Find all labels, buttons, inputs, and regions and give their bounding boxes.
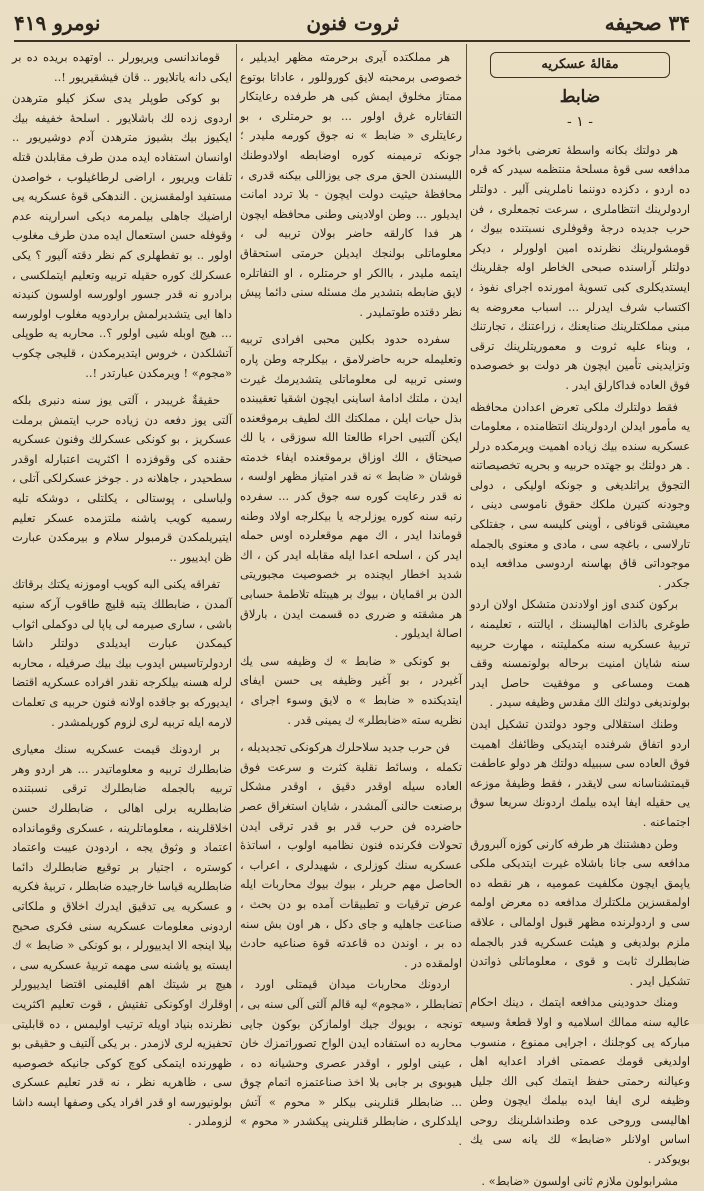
column-divider bbox=[236, 44, 237, 1012]
paragraph: مشرابولون ملازم ثانى اولسون «ضابط» . bbox=[481, 1173, 678, 1188]
paragraph: بو كوكى طوپلر يدى سكز كيلو مترهدن اردوى زده لك باشلايور . اسلحهٔ خفيفه بيك ايكيوز بيك بشيوز مترهدن آدم دوشيريور .. اوانسان استفاده ايده مدن طرف مقابلدن قتله تلفات ويريور ، اراضى لرطاغيلوب ، خواصدن مستفيد اولمقسزين . الندهكى قوهٔ عسكريه يى اراضيك جاهلى بيلمرمه ديكى اسرارينه عدم وقوفله حسن استعمال ايده مدن طرف مغلوب اولور .. بو تفطهلرى كم نظر دقته آليور ؟ يكى عسكرلك كوره حقيله تربيه وتعليم ايتملكسى ، برادرو نه قدر جسور اولورسه اولسون كنيدنه داها ايى يتشديرلمش براردويه مغلوب اولورسه ... هيج اوبله شيى اولور ؟.. محاربه يه طوپلى آتشلكدن ، خروس ايتديرمكدن ، قليجى چكوب «مجوم» ! ويرمكدن عبارتدر !.. bbox=[12, 91, 232, 380]
paragraph: سفرده حدود بكلين محبى افرادى تربيه وتعليمله حربه حاضرلامق ، بيكلرجه وطن پاره وسنى تربيه لى معلوماتلى يتشديرمك غيرت ايدن ، ملتك ادامهٔ اساينى ايچون اشقيا تعقيبنده بذل حيات ايلن ، مملكتك الك لطيف برموقعنده ايكن آلتبيى احراء طالعتا الله سوزقى ، يا لك صيحتاق ، الك اوزاق برموقعنده ايفاء خدمته قوشان « ضابط » نه قدر امتياز مظهر اولسه ، نه قدر رعايت كوره سه جوق كدر ... سفرده رتبه سنه كوره يوزلرجه يا بيكلرجه اولاد وطنه قوماندا ايدر ، اك مهم موقعلرده اوس حمله ايدر كن ، اسلحه اعدا ايله مقابله ايدر كن ، اك شديد اخطار ايچنده بر خصوصيت مجبوريتى الدن بر اقمايان ، بيوك بر هيبتله تلاطمهٔ حسابى هر مشقته و ضررى ده قسمت ايدن ، بارلاق اصالهٔ ايديلور . bbox=[240, 332, 462, 641]
paragraph: فن حرب جديد سلاحلرك هركونكى تجديديله ، تكمله ، وسائط نقلية كثرت و سرعت فوق العاده سيله اوقدر دقيق ، اوقدر مشكل برصنعت حالنى آلمشدر ، شايان استغراق عصر حاضرده فن حرب قدر بو قدر ترقى ايدن تحولات فكرنده فنون نظاميه اولوب ، اساتذهٔ عسكريه سنك كوزلرى ، شهيدلرى ، اعراب ، الحاصل مهم حربلر ، بيوك بيوك محاربات ايله عرض ترقيات و تطبيقات آمده بو دن بحث ، صناعت جاهليه و جاى دكل ، هر اون بش سنه ده بر ، اوندن ده قاعدته قوة صناعيه حادث اولمقده در . bbox=[240, 740, 462, 970]
column-divider bbox=[466, 44, 467, 1012]
paragraph: تفراقه يكنى البه كويب اوموزنه يكتك برقاتك آلمدن ، ضابطلك يتبه قليچ طاقوب آركه سنيه باشى ، سارى صيرمه لى ياپا لى دوكملى اثواب كيمكدن عبارت ايديلدى دولتلر داشا اردولرتاسيس ايدوب بيك بيك صرفيله ، محاربه لرله هسنه بيلكرجه نقدر افراده عسكريه اقتضا ايديوركه بو جاقده اولانه فنون حربيه ى تعلمات لارمه ايله تربيه لرى لزوم كوريلمشدر . bbox=[12, 577, 232, 729]
paragraph: ومنك حدودينى مدافعه ايتمك ، دينك احكام عاليه سنه ممالك اسلاميه و اولا قطعهٔ وسيعه مباركه يى كوجلنك ، اجرايى ممنوع ، منسوب اولديغى قومك عصمتى افراد اعدايه اهل وعيالنه رحمتى حفظ ايتمك كبى الك جليل وظيفه لرى ايفا ايده بيلمك ايچون وطن اهاليسى وروحى عده وطنداشلرينك روحى اساس اولانلر «ضابط» لك يانه سى يك بويوكدر . bbox=[470, 995, 690, 1167]
paragraph: وطنك استقلالى وجود دولتدن تشكيل ايدن اردو اتفاق شرفنده ايتديكى وظائفك اهميت فوق العاده سى سببيله دولتك هر دولو عاطفت قيمتشناسانه سى لايقدر ، فقط وظيفهٔ موزعه يى حقيله ايفا ايده بيلمك اردونك سريعا سوق اجتماعنه . bbox=[470, 717, 690, 829]
page-header bbox=[14, 6, 690, 42]
paragraph: بر اردونك قيمت عسكريه سنك معيارى ضابطلرك تربيه و معلوماتيدر ... هر اردو وهر تربيه بالجمله ضابطلرك ترقى نسبتنده ضابطلريه برلى اهالى ، ضابطلرك حسن اخلاقلرينه ، معلوماتلرينه ، عسكرى وقومانداده اعتماد و وثوق يجه ، اردودن عيبت واعتماد كوستره ، اجتيار بر توقيع ضابطلرك دائما ضابطلريه قياسا خارجيده ضابطلر ، تربيهٔ فكريه و عسكريه يى تدقيق ايدرك اخلاق و ملكاتى اردونى معلومات عسكريه سنى فكرى صحيح بيلا اينجه الا ايدييورلر ، بو كونكى « ضابط » ك ايسته يو ياشنه سى مهمه تربيهٔ عسكريه سى ، هيچ بر شيتك اهم اقليمنى اقتضا ايدييورلر اوقلرك اوكونكى تفتيش ، قوت تعليم اكثريت نظرنده بنياد اويله ترتيب اوليمس ، ده قابليتى تحفيزيه لرى لازمدر . بر يكى آلتيف و حقيقى بو ظهورنده ايتمكى كوچ كوكى جانيكه خصوصيه سى ، ظاهريه نظر ، نه قدر تعليم عسكرى بولونيورسه او قدر افراد يكى وصفها ايسه داشا لزوملدر . bbox=[12, 742, 232, 1129]
paragraph: بو كونكى « ضابط » ك وظيفه سى يك آغيردر ، بو آغير وظيفه يى حسن ايفاى ايتديكنده « ضابط » ه لايق وسوء اجراى ، نظريه سته «ضابطلر» ك يمينى قدر . bbox=[240, 653, 462, 727]
column-right bbox=[470, 48, 690, 1188]
column-middle bbox=[240, 48, 462, 1149]
paragraph: بركون كندى اوز اولادندن متشكل اولان اردو طوغرى بالذات اهاليسنك ، ايالتنه ، تعليمنه ، تربيهٔ عسكريه سنه مكمليتنه ، مهارت حربيه سنه شايان امنيت برحاله بولونمسنه وقف همت ومساعى و موفقيت حاصل ايدر بولونديغى دولتك الك مقدس وظيفه سيدر . bbox=[470, 597, 690, 710]
paragraph: هر دولتك بكانه واسطهٔ تعرضى باخود مدار مدافعه سى قوهٔ مسلحهٔ منتظمه سيدر كه قره ده اردو ، دكزده دوننما ناملرينى آلير . دولتلر اردولرينك انتظاملرى ، سرعت تجمعلرى ، فن حرب جديده درجهٔ وقوفلرى نسبتنده بيوك ، قومشولرينك نظرنده امين اولورلر ، ديكر دولتلر آراسنده صبحى الخاطر اوله جقلرينك ايستديكلرى كبى تسويهٔ امورنده اجراى نفوذ ، اكتساب شرف ايدرلر ... اسباب معروضه يه مبنى مملكتلرينك صنايعنك ، زراعتنك ، تجارتنك ، وبناء عليه ثروت و معموريتلرينك ترقى وتزايدينى تأمين ايچون هر دولت بو خصوصده فوق العاده فداكارلق ايدر . bbox=[470, 142, 690, 392]
issue-number: نومرو ۴۱۹ bbox=[14, 11, 101, 35]
section-heading: مقالهٔ عسكريه bbox=[490, 52, 670, 78]
paragraph: وطن دهشتنك هر طرفه كارنى كوزه آلبرورق مدافعه سى جانا باشلاه غيرت ايتديكى ملكى ياپمق ايچون مكلفيت عموميه ، هر نقطه ده اولمقسزين ملكتلرك مدافعه ده معرض اولمه سى و اردولرنده مظهر قبول اولمالى ، علاقه ملزم بولديغى و هيئت عسكريه قدر بالجمله ضابطلرك ثابت و قوى ، معلوماتلى ذواتدن تشكيل ايدر . bbox=[470, 836, 690, 988]
paragraph: حقيقةٌ غريبدر ، آلتى يوز سنه دنبرى بلكه آلتى يوز دفعه دن زياده حرب ايتمش برملت عسكريز ، بو كونكى عسكرلك وفنون عسكريه حقنده كى وقوفزده ا اكثريت اعتبارله اوقدر سطحيدر ، جاهلانه در . جوخز عسكرلكى آتلى ، ولباسلى ، پوستالى ، يكلتلى ، دوشكه تليه رسميه كويب ياشنه ملتزمده عسكر تعليم ايتيريلمكدن قرمبولر سلام و بيرمكدن عبارت ظن ايدييور .. bbox=[12, 393, 232, 564]
paragraph: فقط دولتلرك ملكى تعرض اعدادن محافظه يه مأمور ايدلن اردولرينك انتظامنده ، معلومات عسكريه سنده بيك زياده اهميت ويرمكده درلر . هر دولتك بو جهتده حربيه و بحريه تخصيصاتنه التجوق يراتلديغى و جونكه اوليكى ، دولى وجودنه كتيرن ملكك حقوق ناموسى دينى ، معيشتى قونافى ، أوينى كليسه سى ، جفتلكى تارلاسى ، باغچه سى ، مادى و معنوى بالجمله موجوداتى قاق بهاسنه اردوسى مدافعه ايده جكدر . bbox=[470, 399, 690, 590]
article-part-number: - ۱ - bbox=[567, 114, 593, 131]
masthead-title: ثروت فنون bbox=[306, 11, 399, 35]
paragraph: اردونك محاربات ميدان قيمتلى اورد ، تضابطلر ، «مجوم» ليه قالم آلتى آلى سنه بى ، تونجه ، بويوك جيك اولمازكن بوكون جايى محاربه ده استفاده ايدن الواح تصوراتمزك خان ، عينى اولور ، اوقدر عصرى وحشيانه ده ، هيوبوى بر جابى بلا اخذ صناعتمزه اتمام چوق ... ضابطلر قنلرينى بيكلر « محوم » آتش ايلدكلرى ، ضابطلر قنلرينى پيكشدر « محوم » . bbox=[240, 977, 462, 1149]
column-left bbox=[12, 48, 232, 1129]
paragraph: هر مملكتده آيرى برحرمته مظهر ايديلير ، خصوصى برمحبته لايق كوروللور ، عاداتا بوتوع ممتاز مخلوق ايمش كبى هر طرفده رعايتكار التفاتاره غرق اولور ... بو حرمتلرى ، بو رعايتلرى « ضابط » نه جوق كورمه مليدر ؛ جونكه ترميمنه كوره اوضابطه اولادوطنك الليسندن الحق مرى جى يوزاللى بيكنه قدرى ، محافظهٔ حيثيت دولت ايچون - بلا تردد امانت ايديلور ... وطن اولادينى وطنى محافظه ايچون هر فدا كارلقه حاضر بولان تربيه لى ، معلوماتلى بولنجك ايديلن حرمتى استحقاق ايتمه مليدر ، باالكر او حرمتلره ، او التفاتلره لايق ضابطه بتشدير مك مسئله سنى دائما پيش نظر دقتده طوتمليدر . bbox=[240, 50, 462, 319]
article-title: ضابط bbox=[559, 86, 601, 107]
page-number-right: ۳۴ صحیفه bbox=[604, 11, 690, 35]
paragraph: قوماندانسى ويريورلر .. اوتهده بريده ده بر ايكى دانه ياتلايور .. قان فيشقيريور !.. bbox=[12, 50, 232, 84]
